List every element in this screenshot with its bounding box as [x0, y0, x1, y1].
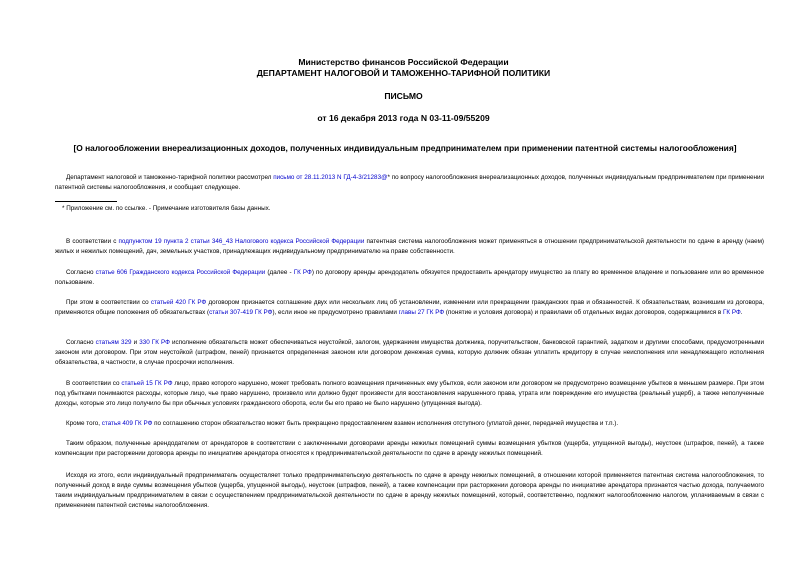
text: Таким образом, полученные арендодателем от арендаторов в соответствии с заключенными договорами аренды нежилых помещений суммы возмещения убытков (ущерба, упущенной выгоды), неустоек (штрафов, пеней), а также компенсации при расторжении договора аренды по инициативе арендатора относятся к предпринимательской деятельности по сдаче в аренду нежилых помещений.: [55, 440, 764, 457]
text: лицо, право которого нарушено, может требовать полного возмещения причиненных ему убытков, если законом или договором не предусмотрено возмещение убытков в меньшем размере. При этом под убытками понимаются расходы, которые лицо, чье право нарушено, произвело или должно будет произвести для восстановления нарушенного права, утрата или повреждение его имущества (реальный ущерб), а также неполученные доходы, которые это лицо получило бы при обычных условиях гражданского оборота, если бы его право не было нарушено (упущенная выгода).: [55, 380, 764, 407]
document-date-number: от 16 декабря 2013 года N 03-11-09/55209: [317, 113, 490, 123]
paragraph-2: [55, 237, 764, 257]
paragraph-8: [55, 439, 764, 459]
text: по соглашению сторон обязательство может быть прекращено предоставлением взамен исполнения отступного (уплатой денег, передачей имущества и т.п.).: [152, 420, 619, 427]
text: (понятие и условия договора) и правилами об отдельных видах договоров, содержащимися в: [444, 309, 723, 316]
paragraph-5: [55, 338, 764, 368]
link-article-15[interactable]: статьей 15 ГК РФ: [121, 380, 173, 387]
document-type: ПИСЬМО: [384, 91, 423, 101]
text: ) по договору аренды арендодатель обязуется предоставить арендатору имущество за плату во временное владение и пользование или во временное пользование.: [55, 269, 764, 286]
text: Кроме того,: [66, 420, 102, 427]
link-article-409[interactable]: статья 409 ГК РФ: [101, 420, 153, 427]
text: Согласно: [66, 269, 96, 276]
link-article-329[interactable]: статьям 329: [95, 339, 132, 346]
text: Согласно: [66, 339, 96, 346]
link-articles-307-419[interactable]: статьи 307-419 ГК РФ: [209, 309, 273, 316]
link-tax-code[interactable]: подпунктом 19 пункта 2 статьи 346_43 Налогового кодекса Российской Федерации: [118, 238, 365, 245]
text: и: [131, 339, 140, 346]
text: В соответствии со: [66, 380, 122, 387]
link-gk-rf[interactable]: ГК РФ: [293, 269, 312, 276]
text: Департамент налоговой и таможенно-тарифной политики рассмотрел: [66, 174, 274, 181]
link-gk-rf[interactable]: ГК РФ: [723, 309, 741, 316]
paragraph-7: [55, 419, 764, 429]
text: .: [740, 309, 743, 316]
text: патентная система налогообложения может применяться в отношении предпринимательской деятельности по сдаче в аренду (наем) жилых и нежилых помещений, дач, земельных участков, принадлежащих индивидуальному предпринимателю на праве собственности.: [55, 238, 765, 255]
text: (далее -: [265, 269, 294, 276]
text: исполнение обязательств может обеспечиваться неустойкой, залогом, удержанием имущества должника, поручительством, банковской гарантией, задатком и другими способами, предусмотренными законом или договором. При этом неустойкой (штрафом, пеней) признается определенная законом или договором денежная сумма, которую должник обязан уплатить кредитору в случае неисполнения или ненадлежащего исполнения обязательства, в частности, в случае просрочки исполнения.: [55, 339, 764, 366]
ministry-name: Министерство финансов Российской Федерации: [298, 57, 509, 67]
link-letter[interactable]: письмо от 28.11.2013 N ГД-4-3/21283@: [273, 174, 388, 181]
paragraph-4: [55, 298, 764, 318]
paragraph-1: [55, 173, 764, 193]
text: Исходя из этого, если индивидуальный предприниматель осуществляет только предпринимательскую деятельность по сдаче в аренду нежилых помещений, в отношении которой применяется патентная система налогообложения, то полученный доход в виде суммы возмещения убытков (ущерба, упущенной выгоды), неустоек (штрафов, пеней), а также компенсации при расторжении договора аренды по инициативе арендатора признается частью дохода, получаемого таким индивидуальным предпринимателем в связи с осуществлением предпринимательской деятельности по сдаче в аренду нежилых помещений, который, соответственно, подлежит налогообложению налогом, уплачиваемым в связи с применением патентной системы налогообложения.: [55, 472, 764, 509]
department-name: ДЕПАРТАМЕНТ НАЛОГОВОЙ И ТАМОЖЕННО-ТАРИФНОЙ ПОЛИТИКИ: [256, 68, 551, 78]
footnote-divider: [55, 201, 117, 202]
text: В соответствии с: [66, 238, 119, 245]
text: * по вопросу налогообложения внереализационных доходов, полученных индивидуальным предпринимателем при применении патентной системы налогообложения, и сообщает следующее.: [55, 174, 764, 191]
footnote: * Приложение см. по ссылке. - Примечание изготовителя базы данных.: [62, 205, 271, 212]
link-civil-code-606[interactable]: статье 606 Гражданского кодекса Российской Федерации: [95, 269, 266, 276]
paragraph-3: [55, 268, 764, 288]
text: При этом в соответствии со: [66, 299, 151, 306]
text: договором признается соглашение двух или нескольких лиц об установлении, изменении или прекращении гражданских прав и обязанностей. К обязательствам, возникшим из договора, применяются общие положения об обязательствах (: [55, 299, 765, 316]
document-title: [О налогообложении внереализационных доходов, полученных индивидуальным предпринимателем при применении патентной системы налогообложения]: [73, 143, 737, 153]
link-article-330[interactable]: 330 ГК РФ: [139, 339, 170, 346]
text: ), если иное не предусмотрено правилами: [272, 309, 399, 316]
link-article-420[interactable]: статьей 420 ГК РФ: [150, 299, 207, 306]
paragraph-9: [55, 471, 764, 511]
paragraph-6: [55, 379, 764, 409]
link-chapter-27[interactable]: главы 27 ГК РФ: [398, 309, 445, 316]
